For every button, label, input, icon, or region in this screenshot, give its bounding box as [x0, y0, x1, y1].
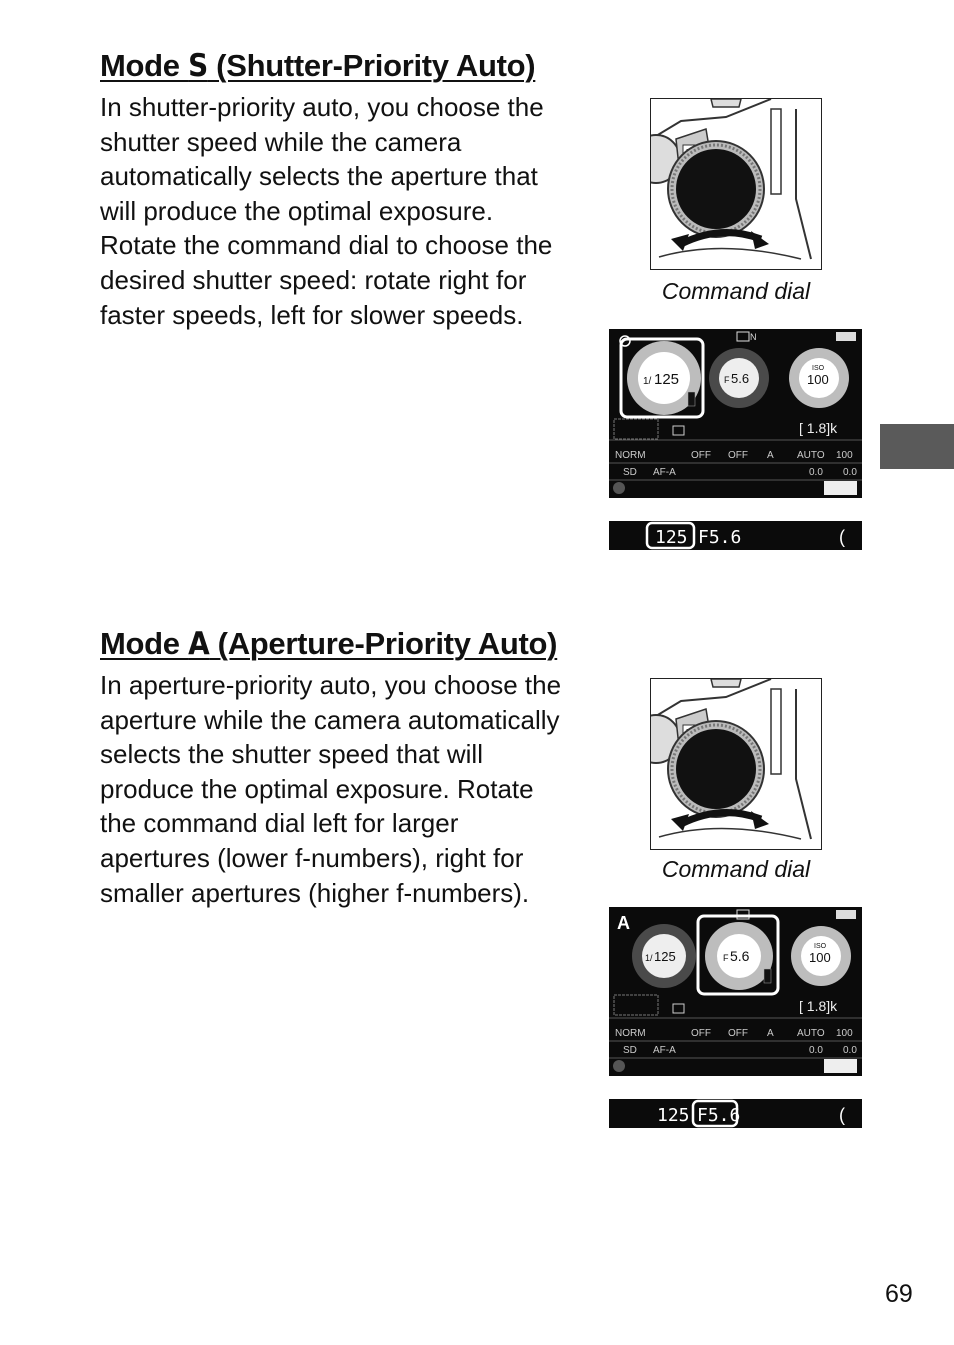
figure-caption: Command dial [661, 856, 811, 882]
section-body-a [100, 668, 590, 910]
body-line: desired shutter speed: rotate right for [100, 264, 527, 295]
section-body-s [100, 90, 590, 332]
mode-indicator: A [617, 913, 630, 933]
svg-text:SD: SD [623, 1045, 637, 1056]
body-line: faster speeds, left for slower speeds. [100, 299, 524, 330]
svg-text:OFF: OFF [691, 450, 711, 461]
body-line: aperture while the camera automatically [100, 704, 560, 735]
mode-letter: A [188, 626, 210, 662]
iso-value: 100 [807, 372, 829, 387]
command-dial-illustration [650, 678, 822, 850]
battery-icon [836, 910, 856, 919]
shutter-speed-value: 125 [654, 371, 680, 388]
viewfinder-display [609, 1099, 862, 1128]
info-display-screen [609, 907, 862, 1076]
iso-value: 100 [809, 950, 831, 965]
body-line: In aperture-priority auto, you choose the [100, 670, 562, 700]
body-line: In shutter-priority auto, you choose the [100, 92, 544, 122]
info-display-screen [609, 329, 862, 498]
svg-text:OFF: OFF [728, 1028, 748, 1039]
viewfinder-shutter: 125 [657, 1105, 690, 1126]
section-heading-a [100, 626, 557, 662]
viewfinder-aperture: F5.6 [697, 1105, 741, 1126]
body-line: Rotate the command dial to choose the [100, 230, 553, 261]
shutter-speed-value: 125 [654, 949, 676, 964]
body-line: smaller apertures (higher f-numbers). [100, 877, 530, 908]
command-dial-illustration [650, 98, 822, 270]
body-line: produce the optimal exposure. Rotate [100, 773, 534, 804]
shutter-prefix: 1/ [645, 953, 653, 963]
svg-text:A: A [767, 1028, 774, 1039]
battery-icon [836, 332, 856, 341]
svg-text:AF-A: AF-A [653, 1045, 676, 1056]
shots-remaining: [ 1.8]k [799, 420, 838, 436]
body-line: automatically selects the aperture that [100, 161, 538, 192]
svg-text:AUTO: AUTO [797, 450, 825, 461]
chapter-tab [880, 424, 954, 469]
viewfinder-shutter: 125 [655, 527, 688, 548]
svg-text:F: F [724, 375, 730, 385]
svg-text:(: ( [839, 527, 845, 547]
page-number: 69 [885, 1280, 913, 1308]
mode-letter: S [188, 48, 208, 84]
svg-text:A: A [767, 450, 774, 461]
svg-text:AUTO: AUTO [797, 1028, 825, 1039]
svg-text:100: 100 [836, 450, 853, 461]
heading-suffix: (Shutter-Priority Auto) [207, 48, 536, 83]
aperture-value: 5.6 [730, 948, 750, 964]
body-line: selects the shutter speed that will [100, 739, 483, 770]
svg-text:NORM: NORM [615, 1028, 646, 1039]
shutter-prefix: 1/ [643, 376, 652, 387]
iso-label: ISO [814, 943, 827, 950]
body-line: apertures (lower f-numbers), right for [100, 842, 524, 873]
heading-suffix: (Aperture-Priority Auto) [209, 626, 558, 661]
viewfinder-aperture: F5.6 [698, 527, 742, 548]
svg-text:(: ( [839, 1105, 845, 1125]
svg-text:100: 100 [836, 1028, 853, 1039]
body-line: the command dial left for larger [100, 808, 459, 839]
svg-text:0.0: 0.0 [843, 1045, 857, 1056]
svg-text:0.0: 0.0 [809, 467, 823, 478]
svg-text:AF-A: AF-A [653, 467, 676, 478]
viewfinder-display [609, 521, 862, 550]
svg-text:SD: SD [623, 467, 637, 478]
svg-text:N: N [750, 332, 757, 342]
svg-text:NORM: NORM [615, 450, 646, 461]
body-line: shutter speed while the camera [100, 126, 462, 157]
camera-back-icon [651, 679, 821, 849]
iso-label: ISO [812, 365, 825, 372]
svg-text:OFF: OFF [691, 1028, 711, 1039]
figure-caption: Command dial [661, 278, 811, 304]
aperture-value: 5.6 [731, 371, 750, 386]
svg-text:0.0: 0.0 [843, 467, 857, 478]
body-line: will produce the optimal exposure. [100, 195, 494, 226]
svg-text:0.0: 0.0 [809, 1045, 823, 1056]
section-heading-s [100, 48, 535, 84]
svg-text:F: F [723, 953, 729, 963]
heading-prefix: Mode [100, 48, 189, 83]
shots-remaining: [ 1.8]k [799, 998, 838, 1014]
heading-prefix: Mode [100, 626, 189, 661]
camera-back-icon [651, 99, 821, 269]
svg-text:OFF: OFF [728, 450, 748, 461]
